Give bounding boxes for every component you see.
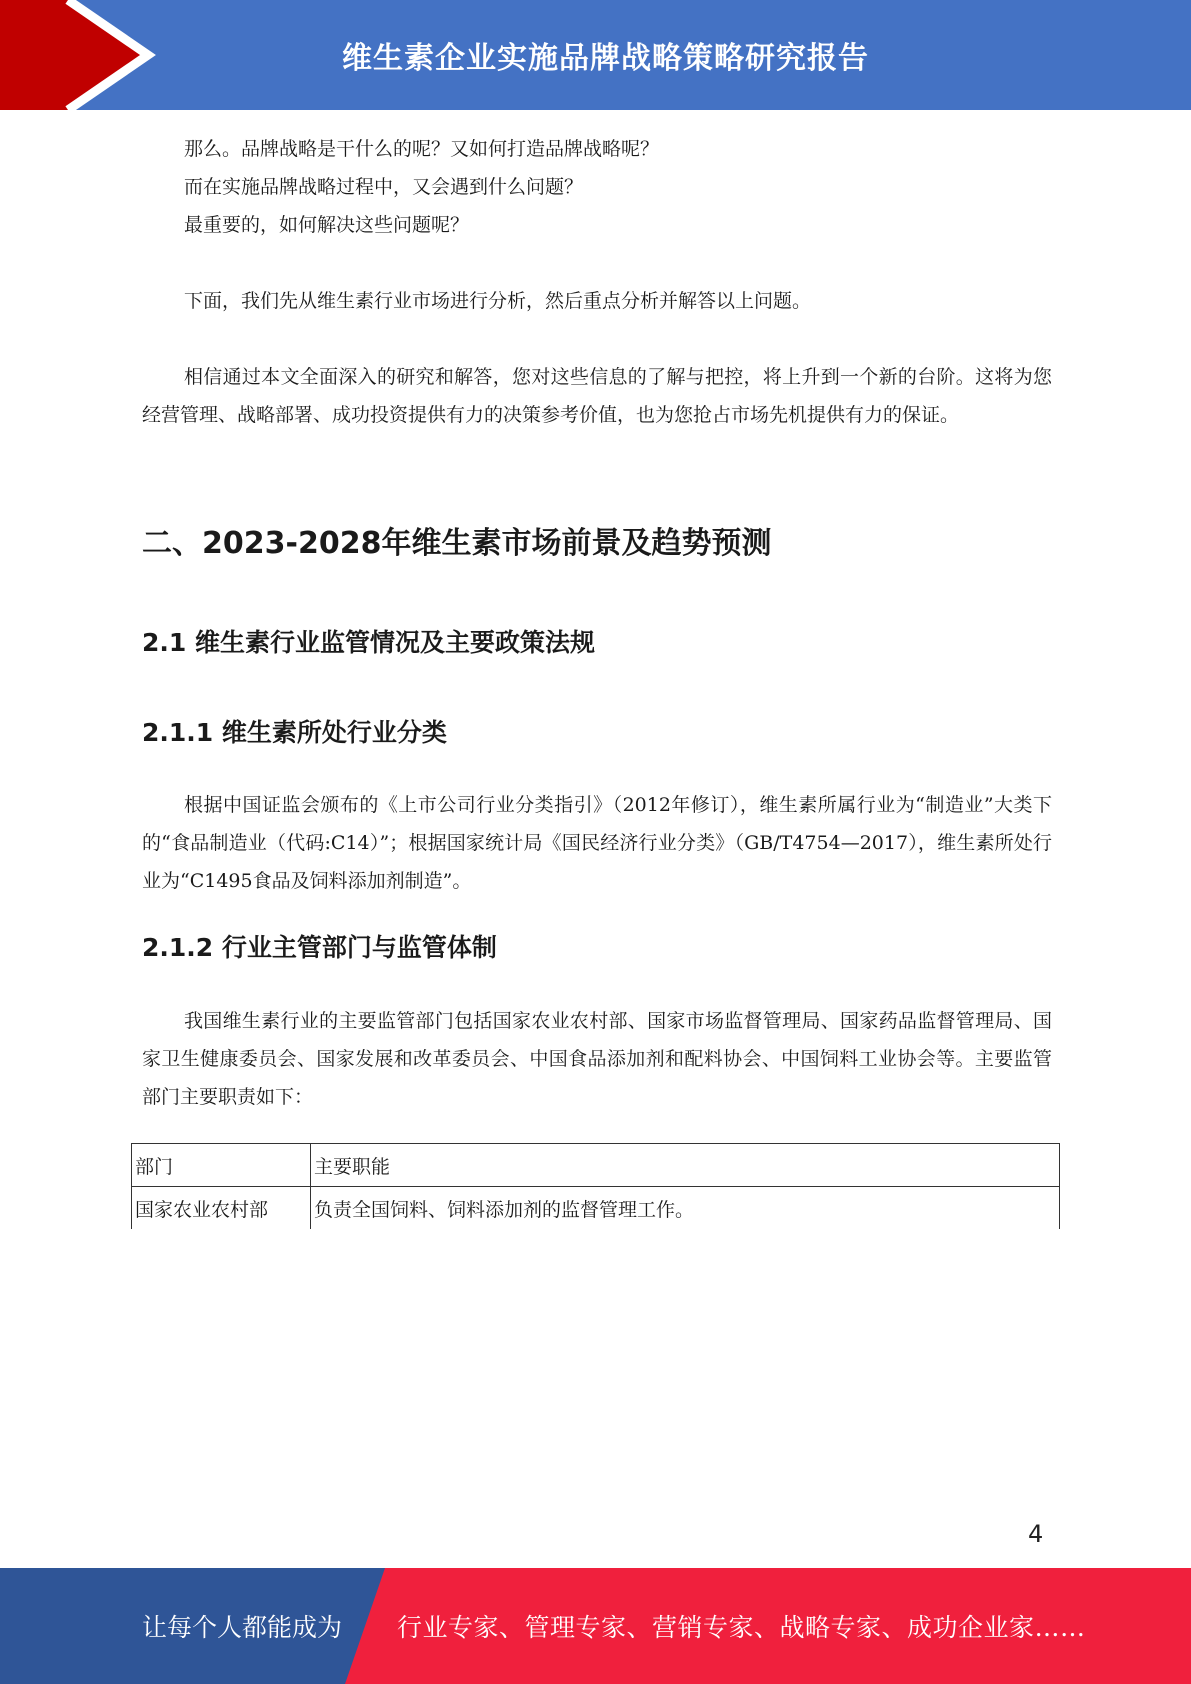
page-footer [0,1568,1191,1684]
table-header-cell: 主要职能 [311,1144,1060,1187]
section-2-title: 二、2023-2028年维生素市场前景及趋势预测 [142,526,772,561]
intro-question-3: 最重要的，如何解决这些问题呢？ [184,214,470,236]
table-header-row [132,1144,1060,1187]
section-2-1-1-title: 2.1.1 维生素所处行业分类 [142,718,447,747]
intro-paragraph-1: 下面，我们先从维生素行业市场进行分析，然后重点分析并解答以上问题。 [184,290,812,312]
section-2-1-title: 2.1 维生素行业监管情况及主要政策法规 [142,628,595,657]
table-header-cell: 部门 [132,1144,311,1187]
table-cell: 负责全国饲料、饲料添加剂的监督管理工作。 [311,1187,1060,1230]
section-2-1-2-text: 我国维生素行业的主要监管部门包括国家农业农村部、国家市场监督管理局、国家药品监督管理局、国家卫生健康委员会、国家发展和改革委员会、中国食品添加剂和配料协会、中国饲料工业协会等。主要监管部门主要职责如下： [142,1010,1052,1108]
intro-paragraph-2: 相信通过本文全面深入的研究和解答，您对这些信息的了解与把控，将上升到一个新的台阶。这将为您经营管理、战略部署、成功投资提供有力的决策参考价值，也为您抢占市场先机提供有力的保证。 [142,366,1052,426]
table-row [132,1187,1060,1230]
intro-question-1: 那么。品牌战略是干什么的呢？又如何打造品牌战略呢？ [184,138,660,160]
section-2-1-2-title: 2.1.2 行业主管部门与监管体制 [142,933,497,962]
footer-slogan-right: 行业专家、管理专家、营销专家、战略专家、成功企业家…… [397,1613,1086,1642]
section-2-1-1-text: 根据中国证监会颁布的《上市公司行业分类指引》（2012年修订），维生素所属行业为“制造业”大类下的“食品制造业（代码:C14）”；根据国家统计局《国民经济行业分类》（GB/T4754—2017），维生素所处行业为“C1495食品及饲料添加剂制造”。 [142,794,1052,892]
page-header [0,0,1191,110]
intro-question-2: 而在实施品牌战略过程中，又会遇到什么问题？ [184,176,584,198]
footer-slogan-left: 让每个人都能成为 [142,1613,343,1642]
header-title: 维生素企业实施品牌战略策略研究报告 [342,41,869,76]
page-number: 4 [1028,1520,1044,1548]
table-cell: 国家农业农村部 [132,1187,311,1230]
regulators-table [131,1143,1060,1229]
